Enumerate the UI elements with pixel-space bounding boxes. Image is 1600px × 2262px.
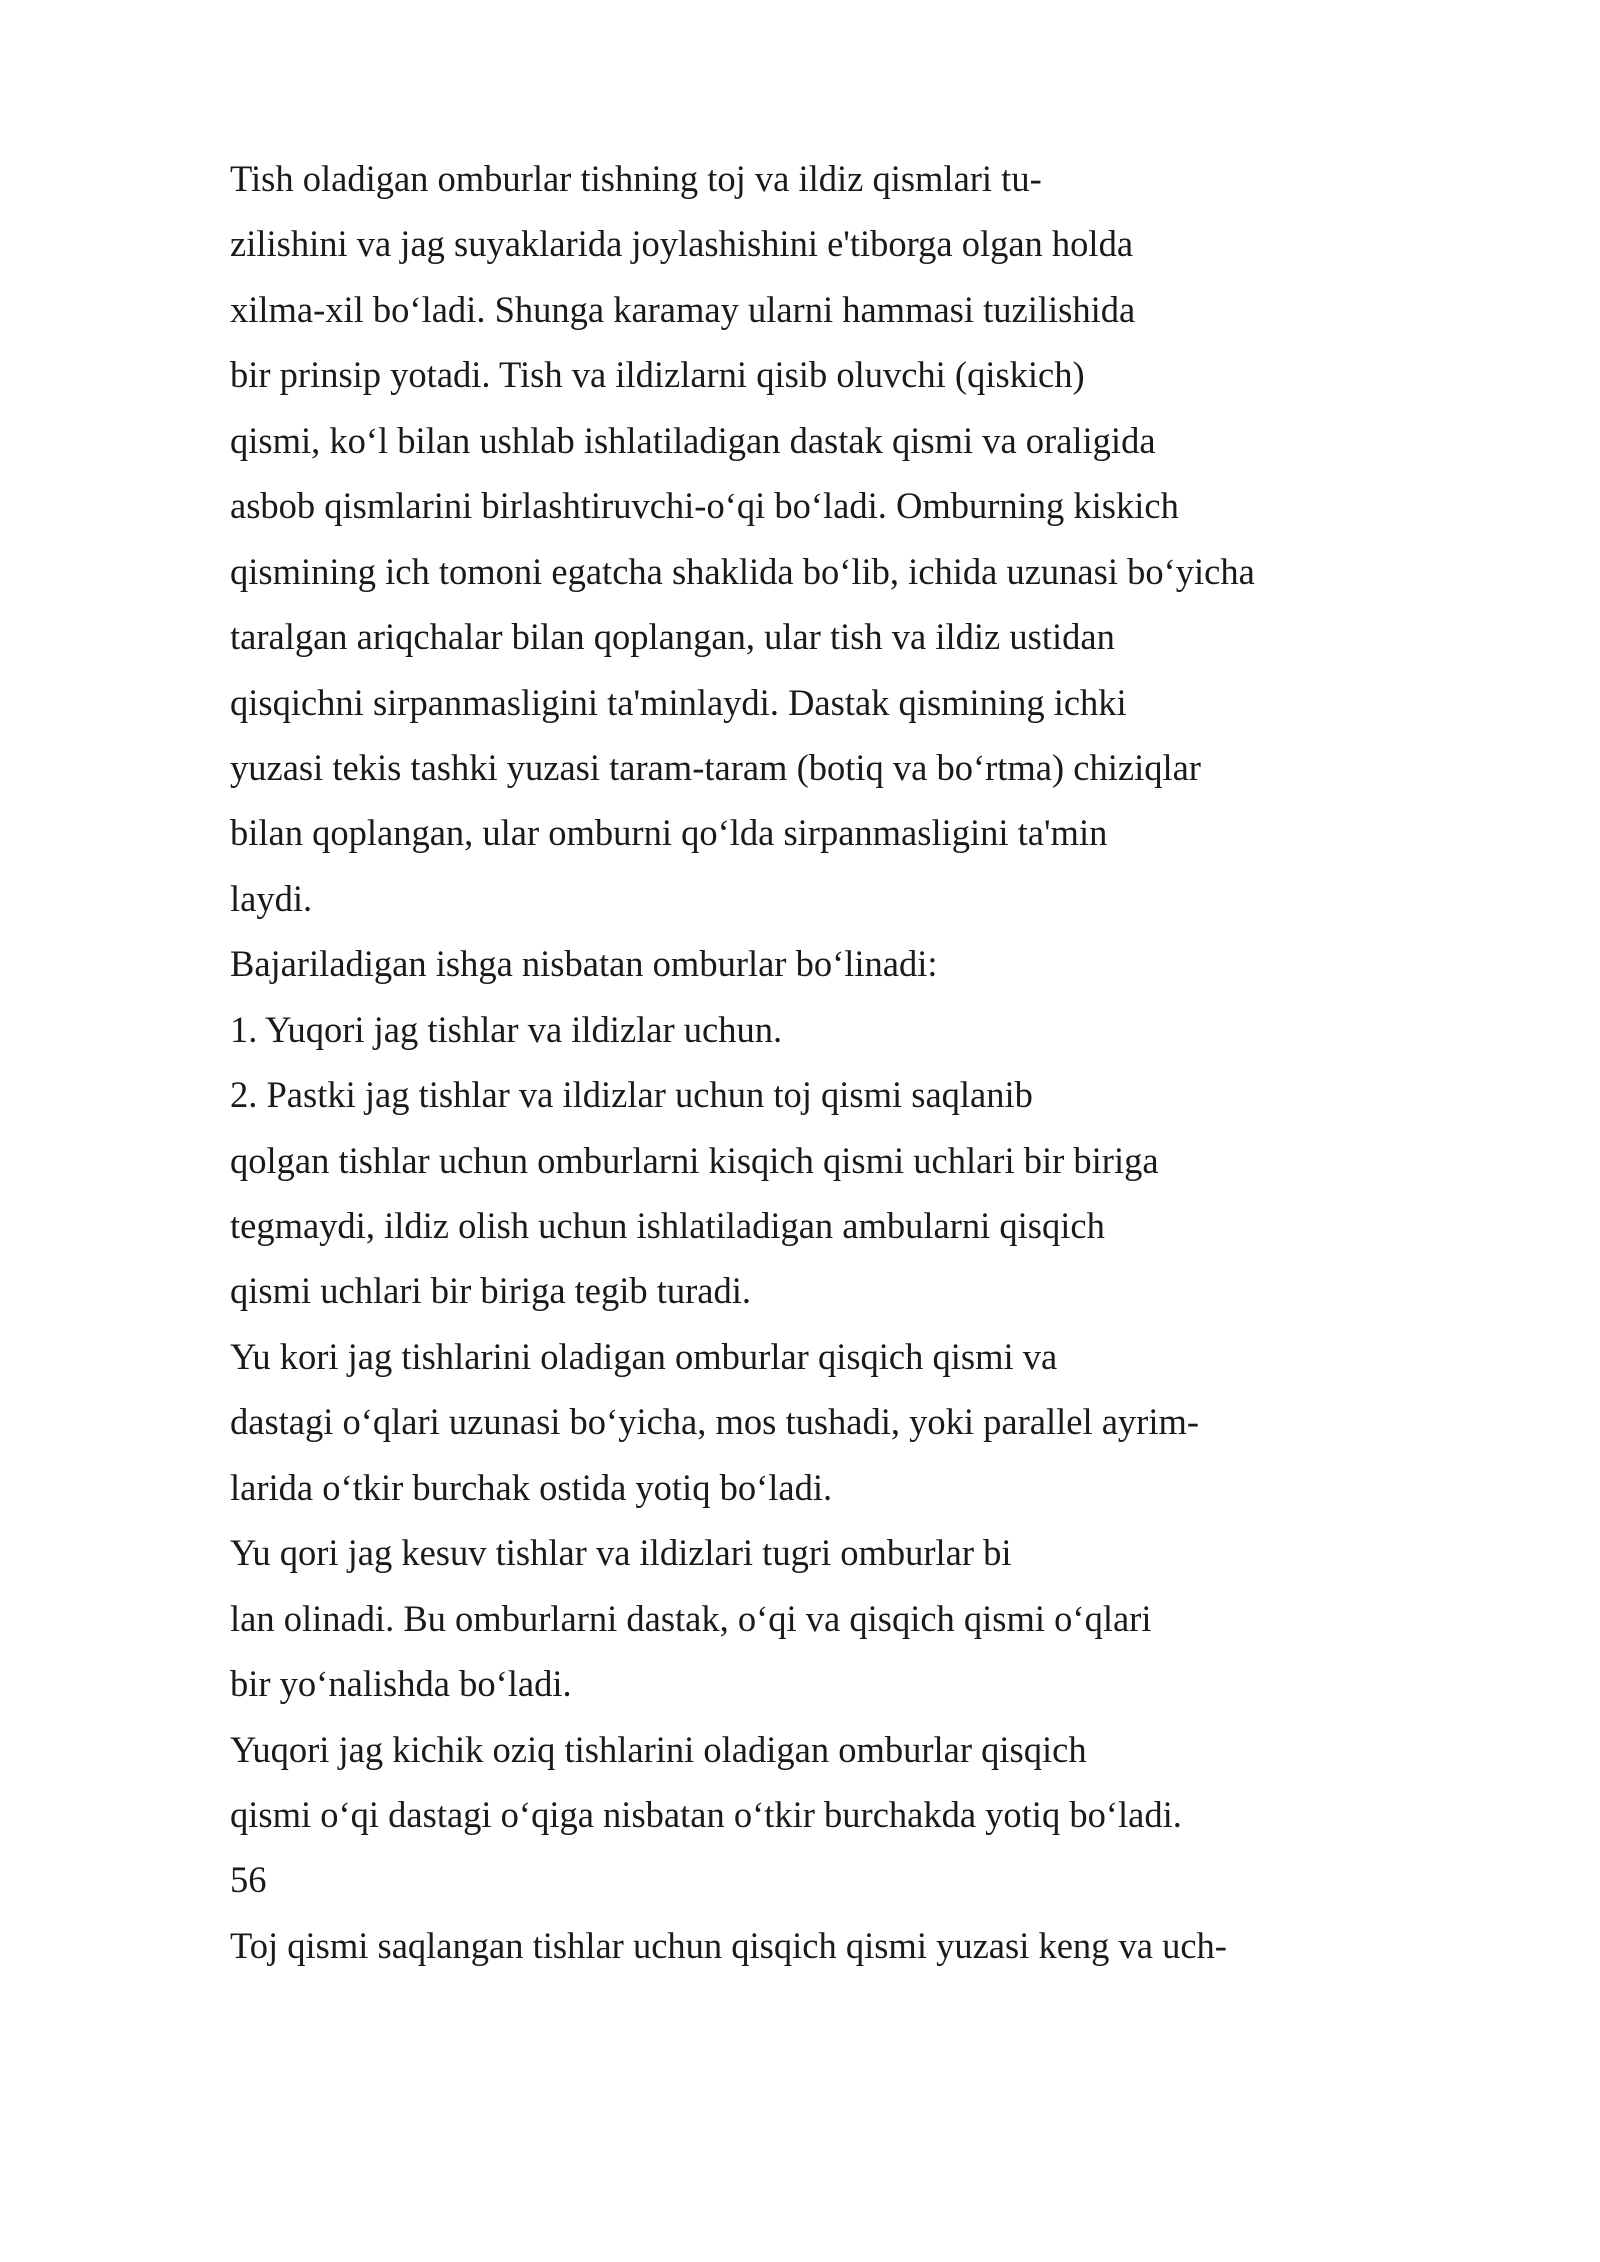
text-line: bir yo‘nalishda bo‘ladi. bbox=[230, 1663, 572, 1705]
text-line: bilan qoplangan, ular omburni qo‘lda sirpanmasligini ta'min bbox=[230, 812, 1108, 854]
text-line: taralgan ariqchalar bilan qoplangan, ular tish va ildiz ustidan bbox=[230, 616, 1115, 658]
text-line: laydi. bbox=[230, 877, 313, 919]
text-line: Yu qori jag kesuv tishlar va ildizlari tugri omburlar bi bbox=[230, 1532, 1012, 1574]
text-line: larida o‘tkir burchak ostida yotiq bo‘ladi. bbox=[230, 1466, 833, 1508]
text-line: Bajariladigan ishga nisbatan omburlar bo‘linadi: bbox=[230, 943, 938, 985]
text-line: bir prinsip yotadi. Tish va ildizlarni qisib oluvchi (qiskich) bbox=[230, 354, 1085, 396]
text-line: lan olinadi. Bu omburlarni dastak, o‘qi va qisqich qismi o‘qlari bbox=[230, 1597, 1152, 1639]
text-line: dastagi o‘qlari uzunasi bo‘yicha, mos tushadi, yoki parallel ayrim- bbox=[230, 1401, 1200, 1443]
text-line: Yuqori jag kichik oziq tishlarini oladigan omburlar qisqich bbox=[230, 1728, 1087, 1770]
text-line: Tish oladigan omburlar tishning toj va ildiz qismlari tu- bbox=[230, 158, 1042, 199]
text-line: 2. Pastki jag tishlar va ildizlar uchun toj qismi saqlanib bbox=[230, 1074, 1033, 1116]
page-number: 56 bbox=[230, 1859, 267, 1901]
text-line: qismining ich tomoni egatcha shaklida bo‘lib, ichida uzunasi bo‘yicha bbox=[230, 550, 1255, 592]
text-line: 1. Yuqori jag tishlar va ildizlar uchun. bbox=[230, 1008, 783, 1050]
text-line: yuzasi tekis tashki yuzasi taram-taram (botiq va bo‘rtma) chiziqlar bbox=[230, 746, 1201, 788]
text-line: Toj qismi saqlangan tishlar uchun qisqich qismi yuzasi keng va uch- bbox=[230, 1924, 1227, 1966]
body-text bbox=[230, 146, 1550, 1978]
text-line: asbob qismlarini birlashtiruvchi-o‘qi bo‘ladi. Omburning kiskich bbox=[230, 485, 1179, 527]
text-line: qismi o‘qi dastagi o‘qiga nisbatan o‘tkir burchakda yotiq bo‘ladi. bbox=[230, 1793, 1182, 1835]
text-line: xilma-xil bo‘ladi. Shunga karamay ularni hammasi tuzilishida bbox=[230, 288, 1136, 330]
text-line: qisqichni sirpanmasligini ta'minlaydi. Dastak qismining ichki bbox=[230, 681, 1127, 723]
text-line: qismi, ko‘l bilan ushlab ishlatiladigan dastak qismi va oraligida bbox=[230, 419, 1156, 461]
text-line: tegmaydi, ildiz olish uchun ishlatiladigan ambularni qisqich bbox=[230, 1205, 1105, 1246]
text-line: qolgan tishlar uchun omburlarni kisqich qismi uchlari bir biriga bbox=[230, 1139, 1159, 1181]
text-line: Yu kori jag tishlarini oladigan omburlar qisqich qismi va bbox=[230, 1335, 1058, 1377]
text-line: zilishini va jag suyaklarida joylashishini e'tiborga olgan holda bbox=[230, 223, 1134, 265]
text-line: qismi uchlari bir biriga tegib turadi. bbox=[230, 1270, 752, 1312]
